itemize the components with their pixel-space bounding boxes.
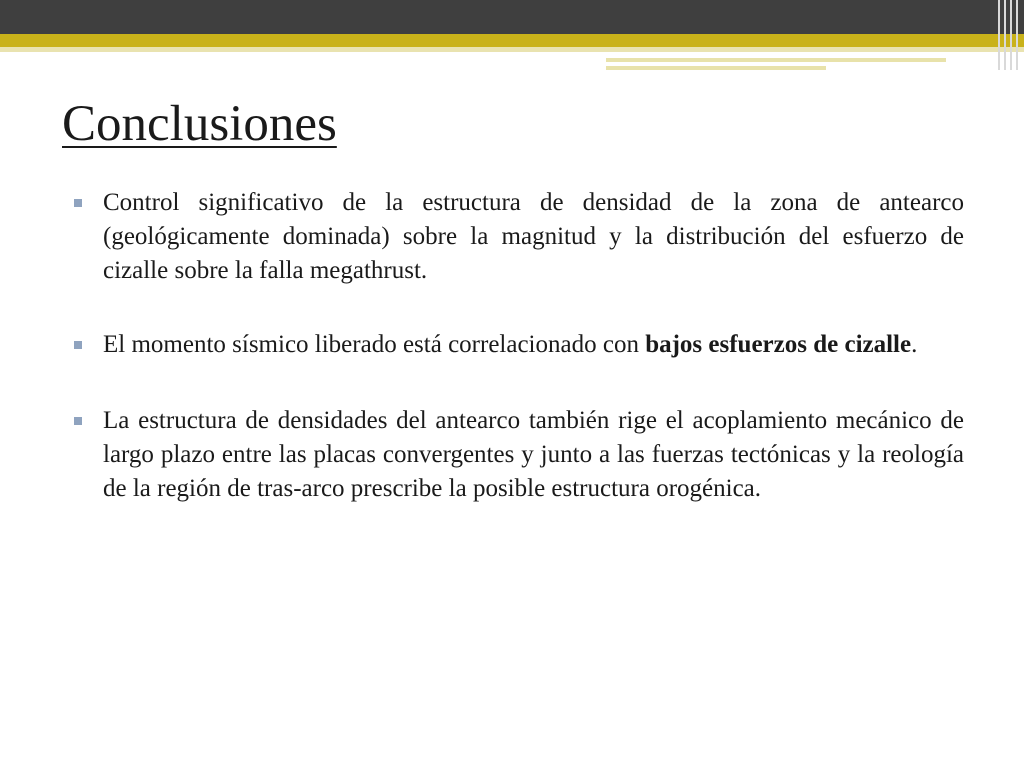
slide-title: Conclusiones [62, 96, 337, 152]
square-bullet-icon [74, 341, 82, 349]
square-bullet-icon [74, 417, 82, 425]
bullet-item [72, 186, 964, 288]
bullet-text: La estructura de densidades del antearco también rige el acoplamiento mecánico de largo plazo entre las placas convergentes y junto a las fuerzas tectónicas y la reología de la región de tras-arco prescribe la posible estructura orogénica. [103, 407, 964, 502]
bullet-text-end: . [911, 331, 918, 358]
edge-decoration [994, 0, 1024, 70]
square-bullet-icon [74, 199, 82, 207]
bullet-item [72, 328, 964, 362]
bullet-bold-text: bajos esfuerzos de cizalle [645, 331, 912, 358]
bullet-text: El momento sísmico liberado está correlacionado con [103, 331, 646, 358]
accent-line [606, 58, 946, 62]
top-dark-bar [0, 0, 1024, 34]
top-pale-bar [0, 47, 1024, 52]
bullet-list [72, 186, 964, 546]
bullet-text: Control significativo de la estructura de densidad de la zona de antearco (geológicamente dominada) sobre la magnitud y la distribución del esfuerzo de cizalle sobre la falla megathrust. [103, 189, 964, 284]
bullet-item [72, 404, 964, 506]
accent-line [606, 66, 826, 70]
top-gold-bar [0, 34, 1024, 47]
